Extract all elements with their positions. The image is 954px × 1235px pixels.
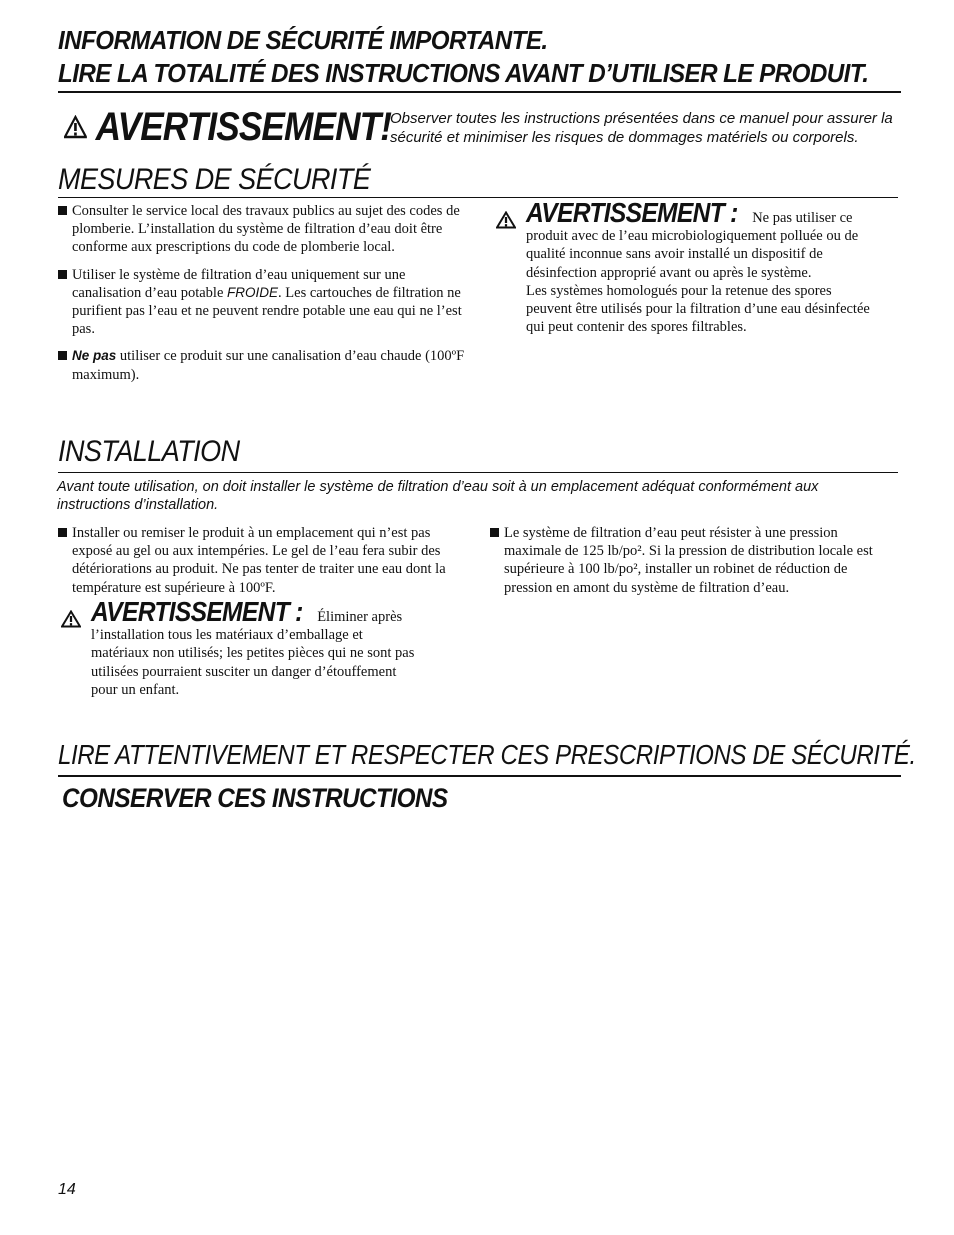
safety-warning-p2: Les systèmes homologués pour la retenue des spores peuvent être utilisés pour la filtration d’une eau désinfectée qui peut contenir des spores filtrables. [526, 282, 870, 336]
bullet-square-icon [490, 528, 499, 537]
main-warning-text: Observer toutes les instructions présentées dans ce manuel pour assurer la sécurité et minimiser les risques de dommages matériels ou corporels. [390, 110, 893, 146]
installation-warning-box [61, 596, 421, 699]
bullet-square-icon [58, 270, 67, 279]
bullet-square-icon [58, 206, 67, 215]
installation-intro: Avant toute utilisation, on doit installer le système de filtration d’eau soit à un emplacement adéquat conformément aux instructions d’installation. [57, 479, 819, 513]
installation-bullet-1-text: Installer ou remiser le produit à un emplacement qui n’est pas exposé au gel ou aux intempéries. Le gel de l’eau fera subir des détériorations au produit. Ne pas tenter de traiter une eau dont la température est supérieure à 100ºF. [72, 525, 446, 596]
safety-bullet-2-emphasis: FROIDE [227, 284, 279, 300]
installation-warning-text: Éliminer après l’installation tous les matériaux d’emballage et matériaux non utilisés; les petites pièces qui ne sont pas utilisées pourraient susciter un danger d’étouffement pour un enfant. [91, 609, 415, 698]
header-line-1: INFORMATION DE SÉCURITÉ IMPORTANTE. [58, 25, 548, 55]
installation-right-column [490, 524, 892, 606]
safety-bullet-1 [58, 202, 468, 257]
installation-left-column [58, 524, 446, 606]
read-carefully-heading: LIRE ATTENTIVEMENT ET RESPECTER CES PRESCRIPTIONS DE SÉCURITÉ. [58, 739, 916, 770]
installation-bullet-1 [58, 524, 446, 597]
warning-triangle-icon [496, 211, 516, 229]
bullet-square-icon [58, 351, 67, 360]
safety-warning-p1: Ne pas utiliser ce produit avec de l’eau microbiologiquement polluée ou de qualité inconnue sans avoir installé un dispositif de désinfection approprié avant ou après le système. [526, 210, 859, 281]
safety-bullet-3-emphasis: Ne pas [72, 348, 117, 364]
keep-instructions-heading: CONSERVER CES INSTRUCTIONS [62, 783, 448, 813]
installation-bullet-2-text: Le système de filtration d’eau peut résister à une pression maximale de 125 lb/po². Si la pression de distribution locale est supérieure à 100 lb/po², installer un robinet de réduction de pression en amont du système de filtration d’eau. [504, 525, 873, 596]
safety-section-title: MESURES DE SÉCURITÉ [58, 163, 371, 196]
header-divider [58, 91, 901, 93]
installation-bullet-2 [490, 524, 892, 597]
footer-divider [58, 775, 901, 777]
installation-section-title: INSTALLATION [58, 435, 240, 468]
safety-bullet-3 [58, 347, 468, 383]
installation-warning-title: AVERTISSEMENT : [91, 596, 303, 627]
safety-divider [58, 197, 898, 198]
page-header [58, 24, 869, 90]
safety-bullet-3-text: utiliser ce produit sur une canalisation d’eau chaude (100ºF maximum). [72, 348, 465, 383]
header-line-2: LIRE LA TOTALITÉ DES INSTRUCTIONS AVANT D’UTILISER LE PRODUIT. [58, 58, 869, 88]
safety-bullet-2 [58, 266, 468, 339]
main-warning-heading [64, 104, 391, 150]
warning-triangle-icon [64, 115, 87, 139]
safety-bullet-2-text-a: Utiliser le système de filtration d’eau uniquement sur une canalisation d’eau potable [72, 266, 406, 301]
safety-bullet-1-text: Consulter le service local des travaux publics au sujet des codes de plomberie. L’installation du système de filtration d’eau doit être conforme aux prescriptions du code de plomberie local. [72, 203, 460, 256]
safety-warning-box [496, 197, 881, 336]
safety-bullets-column [58, 202, 468, 393]
installation-divider [58, 472, 898, 473]
safety-bullet-2-text-b: . Les cartouches de filtration ne purifient pas l’eau et ne peuvent rendre potable une eau qui ne l’est pas. [72, 284, 462, 338]
safety-warning-title: AVERTISSEMENT : [526, 197, 738, 228]
main-warning-title: AVERTISSEMENT! [95, 105, 392, 149]
bullet-square-icon [58, 528, 67, 537]
page-number: 14 [58, 1181, 76, 1198]
warning-triangle-icon [61, 610, 81, 628]
